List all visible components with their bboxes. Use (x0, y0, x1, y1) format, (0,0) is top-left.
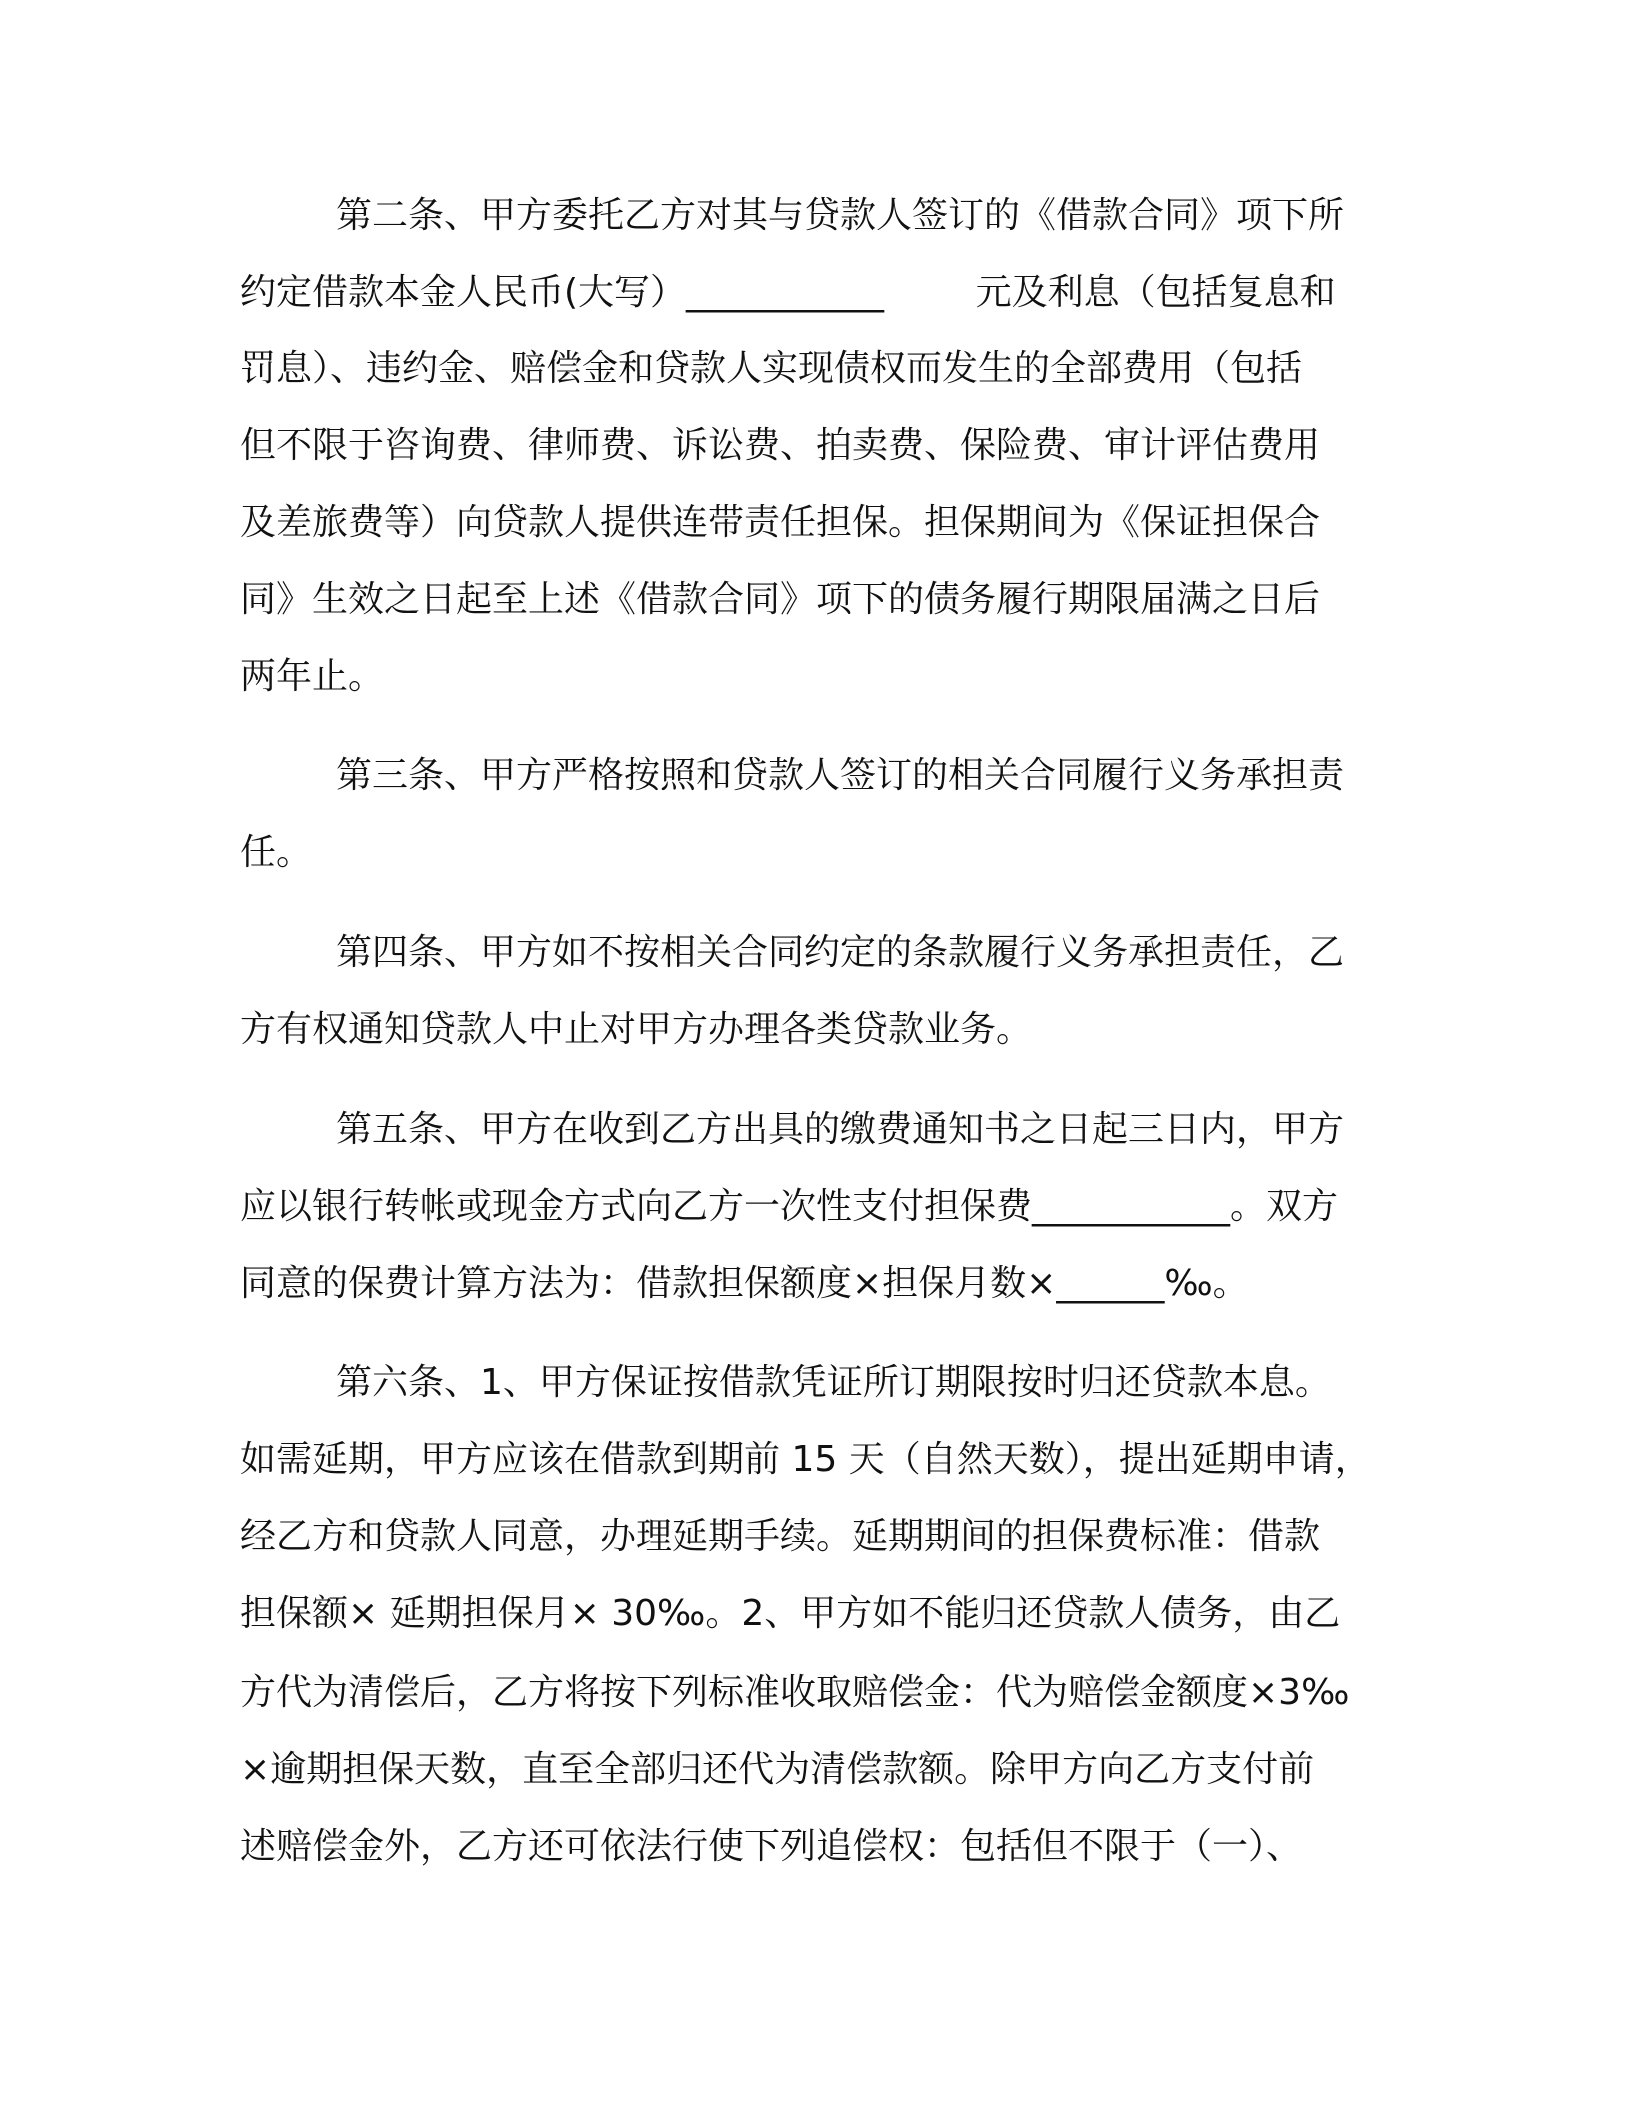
article-6-line-2: 如需延期，甲方应该在借款到期前 15 天（自然天数），提出延期申请， (240, 1439, 1371, 1480)
article-6-line-1: 第六条、1、甲方保证按借款凭证所订期限按时归还贷款本息。 (336, 1362, 1331, 1403)
article-5-line-2: 应以银行转帐或现金方式向乙方一次性支付担保费___________。双方 (240, 1186, 1339, 1227)
article-3-line-2: 任。 (240, 832, 313, 873)
article-6-line-7: 述赔偿金外，乙方还可依法行使下列追偿权：包括但不限于（一）、 (240, 1826, 1303, 1867)
article-2-line-7: 两年止。 (240, 656, 385, 697)
article-4-line-2: 方有权通知贷款人中止对甲方办理各类贷款业务。 (240, 1009, 1033, 1050)
article-2-line-2: 约定借款本金人民币(大写）___________ 元及利息（包括复息和 (240, 272, 1336, 313)
article-6-line-4: 担保额× 延期担保月× 30‰。2、甲方如不能归还贷款人债务，由乙 (240, 1593, 1341, 1634)
article-2-line-4: 但不限于咨询费、律师费、诉讼费、拍卖费、保险费、审计评估费用 (240, 425, 1321, 466)
article-2-line-1: 第二条、甲方委托乙方对其与贷款人签订的《借款合同》项下所 (336, 195, 1345, 236)
article-5-line-1: 第五条、甲方在收到乙方出具的缴费通知书之日起三日内，甲方 (336, 1109, 1345, 1150)
article-6-line-5: 方代为清偿后，乙方将按下列标准收取赔偿金：代为赔偿金额度×3‰ (240, 1672, 1350, 1713)
article-2-line-6: 同》生效之日起至上述《借款合同》项下的债务履行期限届满之日后 (240, 579, 1321, 620)
article-6-line-6: ×逾期担保天数，直至全部归还代为清偿款额。除甲方向乙方支付前 (240, 1749, 1315, 1790)
article-2-line-3: 罚息）、违约金、赔偿金和贷款人实现债权而发生的全部费用（包括 (240, 348, 1303, 389)
article-2-line-5: 及差旅费等）向贷款人提供连带责任担保。担保期间为《保证担保合 (240, 502, 1321, 543)
article-3-line-1: 第三条、甲方严格按照和贷款人签订的相关合同履行义务承担责 (336, 755, 1345, 796)
article-4-line-1: 第四条、甲方如不按相关合同约定的条款履行义务承担责任，乙 (336, 932, 1345, 973)
article-5-line-3: 同意的保费计算方法为：借款担保额度×担保月数×______‰。 (240, 1263, 1249, 1304)
article-6-line-3: 经乙方和贷款人同意，办理延期手续。延期期间的担保费标准：借款 (240, 1516, 1321, 1557)
